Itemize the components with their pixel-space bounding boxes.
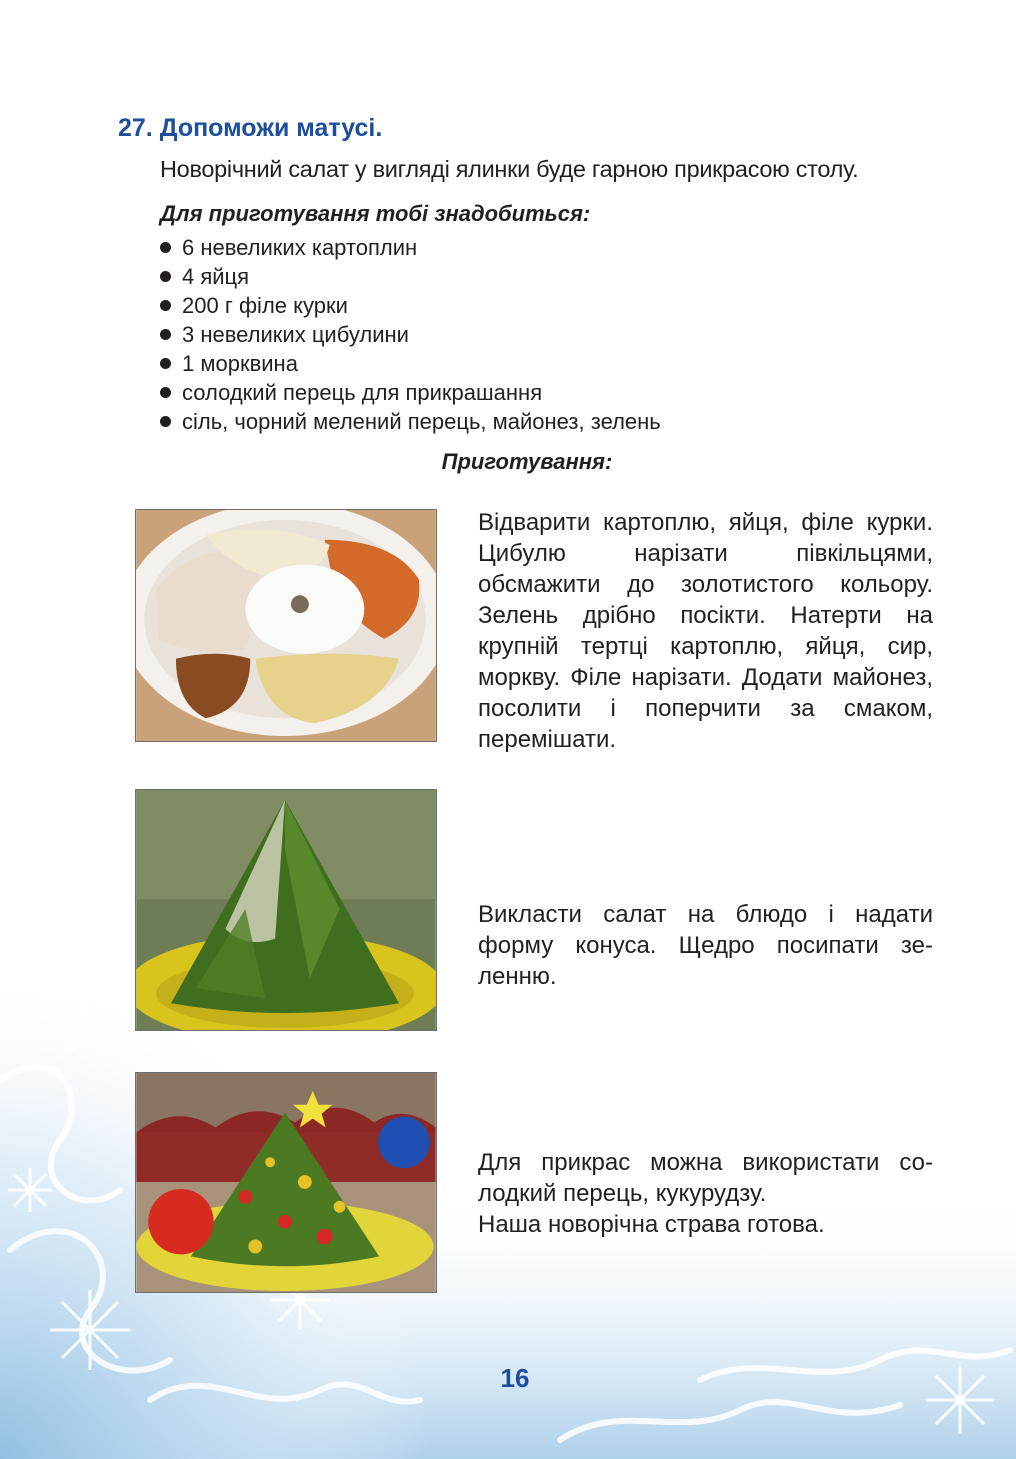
- list-item: [160, 407, 661, 436]
- ingredient-text: 200 г філе курки: [182, 293, 348, 318]
- preparation-heading: Приготування:: [441, 449, 613, 474]
- step-3-text: Для прикрас можна використати солодкий перець, кукурудзу. Наша новорічна страва готова.: [478, 1149, 933, 1238]
- photo-decorated-tree: [135, 1072, 437, 1293]
- photo-ingredients-bowl: [135, 509, 437, 742]
- task-title: 27. Допоможи матусі.: [118, 114, 383, 142]
- ingredient-text: сіль, чорний мелений перець, майонез, зелень: [182, 409, 661, 434]
- bullet-icon: [160, 242, 171, 253]
- bullet-icon: [160, 358, 171, 369]
- ingredient-text: 4 яйця: [182, 264, 250, 289]
- photo-cone-salad: [135, 789, 437, 1031]
- intro-text: Новорічний салат у вигляді ялинки буде гарною прикрасою столу.: [160, 156, 859, 182]
- ingredient-text: солодкий перець для прикрашання: [182, 380, 543, 405]
- bullet-icon: [160, 329, 171, 340]
- ingredients-list: [160, 233, 661, 436]
- list-item: [160, 349, 661, 378]
- ingredient-text: 6 невеликих картоплин: [182, 235, 418, 260]
- bullet-icon: [160, 271, 171, 282]
- list-item: [160, 320, 661, 349]
- bullet-icon: [160, 416, 171, 427]
- bullet-icon: [160, 387, 171, 398]
- bullet-icon: [160, 300, 171, 311]
- ingredient-text: 1 морквина: [182, 351, 298, 376]
- list-item: [160, 262, 661, 291]
- list-item: [160, 233, 661, 262]
- ingredients-heading: Для приготування тобі знадобиться:: [160, 201, 591, 226]
- list-item: [160, 291, 661, 320]
- step-2-text: Викласти салат на блюдо і надати форму конуса. Щедро посипати зеленню.: [478, 901, 933, 990]
- list-item: [160, 378, 661, 407]
- ingredient-text: 3 невеликих цибулини: [182, 322, 409, 347]
- step-1-text: Відварити картоплю, яйця, філе курки. Цибулю нарізати півкільцями, обсмажити до золотистого кольору. Зелень дрібно посікти. Натерти на крупній тертці картоплю, яйця, сир, моркву. Філе нарізати. Додати майонез, посолити і поперчити за смаком, перемішати.: [478, 509, 933, 753]
- page-number: 16: [500, 1363, 530, 1393]
